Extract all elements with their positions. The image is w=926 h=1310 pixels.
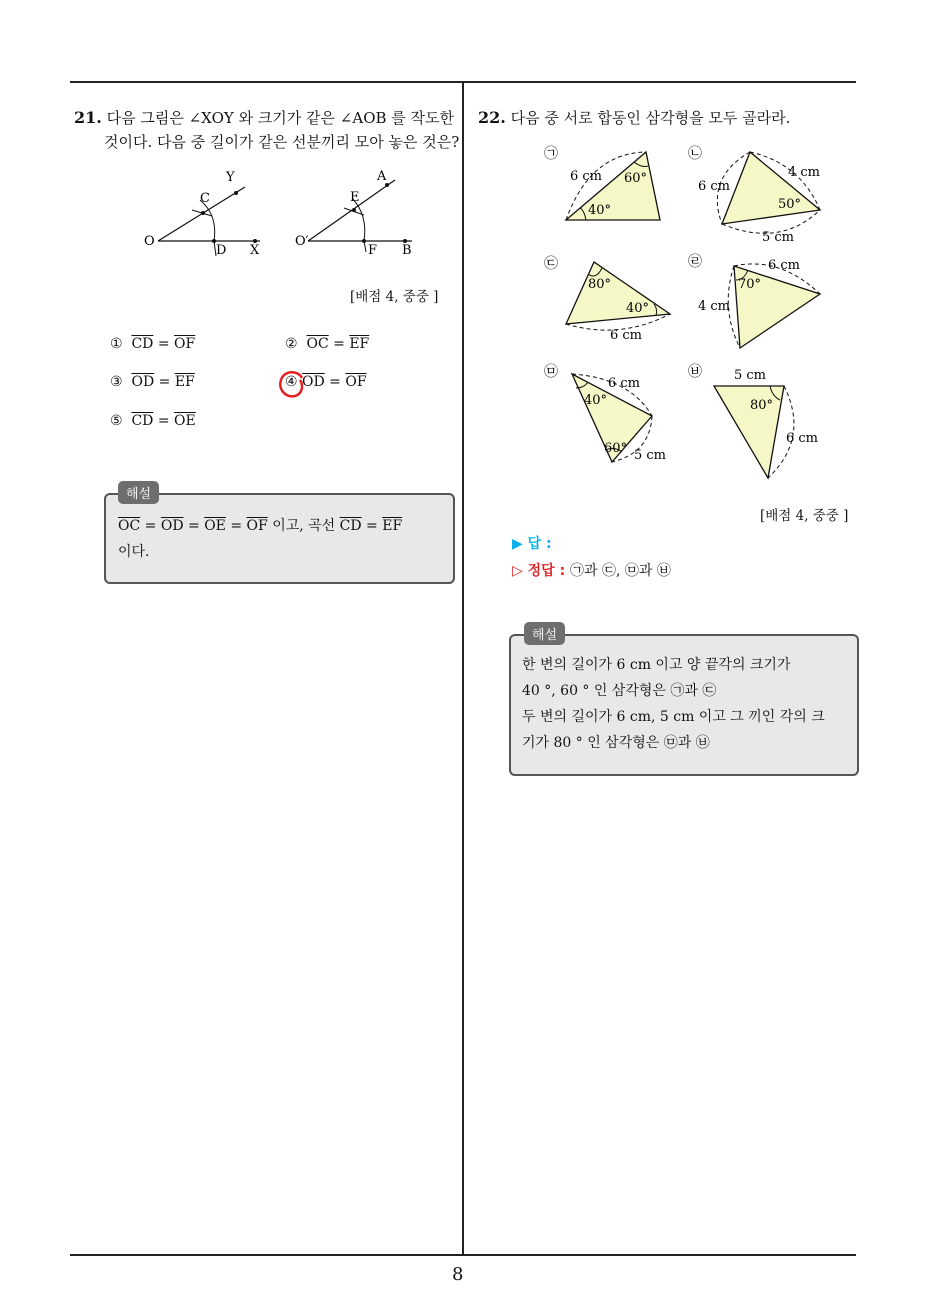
t2-mark: ㉡	[688, 146, 702, 162]
t2-side-6: 6 cm	[698, 179, 731, 194]
label-f: F	[368, 243, 378, 258]
label-x: X	[250, 243, 260, 258]
q22-figure	[530, 138, 840, 488]
q22-score: [배점 4, 중중 ]	[760, 508, 849, 524]
label-a: A	[377, 169, 387, 184]
t5-angle-40: 40°	[584, 393, 608, 408]
t1-side: 6 cm	[570, 169, 603, 184]
t5-mark: ㉤	[544, 364, 558, 380]
column-divider	[462, 83, 464, 1256]
arc-cd	[200, 200, 216, 256]
q21-explanation-tag: 해설	[118, 481, 159, 504]
q22-explanation-tag: 해설	[524, 622, 565, 645]
t1-mark: ㉠	[544, 146, 558, 162]
t2-side-5: 5 cm	[762, 230, 795, 245]
q21-option-1[interactable]: ① $\overline{CD} = \overline{OF}$	[110, 336, 196, 352]
correct-label: ▷ 정답 :	[512, 563, 566, 579]
t3-angle-40: 40°	[626, 301, 650, 316]
triangle-6	[714, 386, 784, 478]
q21-option-2[interactable]: ② $\overline{OC} = \overline{EF}$	[285, 336, 370, 352]
answer-circle-mark	[276, 368, 308, 400]
q21-option-3[interactable]: ③ $\overline{OD} = \overline{EF}$	[110, 374, 195, 390]
label-y: Y	[226, 170, 235, 185]
q21-line1: 다음 그림은 ∠XOY 와 크기가 같은 ∠AOB 를 작도한	[106, 109, 455, 127]
t5-side-5: 5 cm	[634, 448, 667, 463]
t1-angle-60: 60°	[624, 171, 648, 186]
label-b: B	[402, 243, 412, 258]
triangle-2	[722, 152, 820, 224]
t4-angle-70: 70°	[738, 277, 762, 292]
t4-mark: ㉣	[688, 254, 702, 270]
t4-side-6: 6 cm	[768, 258, 801, 273]
q22-line1: 다음 중 서로 합동인 삼각형을 모두 골라라.	[510, 109, 791, 127]
correct-value: ㉠과 ㉢, ㉤과 ㉥	[570, 563, 671, 579]
triangle-3	[566, 262, 670, 324]
t3-angle-80: 80°	[588, 277, 612, 292]
t2-angle-50: 50°	[778, 197, 802, 212]
t1-angle-40: 40°	[588, 203, 612, 218]
q21-figure	[130, 160, 430, 260]
q21-option-4[interactable]: ④ $\overline{OD} = \overline{OF}$	[285, 374, 367, 390]
t4-side-4: 4 cm	[698, 299, 731, 314]
bottom-rule	[70, 1254, 856, 1256]
q22-number: 22.	[478, 108, 506, 127]
t6-side-5: 5 cm	[734, 368, 767, 383]
correct-answer	[512, 560, 671, 580]
label-c: C	[200, 191, 210, 206]
arc-ef	[352, 198, 366, 252]
t3-side: 6 cm	[610, 328, 643, 343]
answer-label: ▶ 답 :	[512, 536, 552, 552]
label-e: E	[350, 190, 360, 205]
q21-option-5[interactable]: ⑤ $\overline{CD} = \overline{OE}$	[110, 413, 196, 429]
t3-mark: ㉢	[544, 256, 558, 272]
q21-title	[74, 106, 460, 154]
q22-explanation-text: 한 변의 길이가 6 cm 이고 양 끝각의 크기가 40 °, 60 ° 인 삼각형은 ㉠과 ㉢ 두 변의 길이가 6 cm, 5 cm 이고 그 끼인 각의 크 기가 80 ° 인 삼각형은 ㉤과 ㉥	[522, 657, 825, 751]
t5-angle-60: 60°	[604, 441, 628, 456]
label-o2: O′	[295, 234, 309, 249]
q21-score: [배점 4, 중중 ]	[350, 289, 439, 305]
triangle-1	[566, 152, 660, 220]
q21-number: 21.	[74, 108, 102, 127]
label-o: O	[144, 234, 155, 249]
q21-explanation-text: $\overline{OC} = \overline{OD} = \overline{OE} = \overline{OF}$ 이고, 곡선 $\overline{CD} = \overline{EF}$ 이다.	[118, 518, 403, 560]
q22-title	[478, 106, 858, 130]
t6-angle-80: 80°	[750, 398, 774, 413]
t5-side-6: 6 cm	[608, 376, 641, 391]
t2-side-4: 4 cm	[788, 165, 821, 180]
label-d: D	[216, 243, 227, 258]
q21-line2: 것이다. 다음 중 길이가 같은 선분끼리 모아 놓은 것은?	[104, 133, 460, 151]
t6-mark: ㉥	[688, 364, 702, 380]
t6-side-6: 6 cm	[786, 431, 819, 446]
page-number: 8	[452, 1264, 464, 1285]
